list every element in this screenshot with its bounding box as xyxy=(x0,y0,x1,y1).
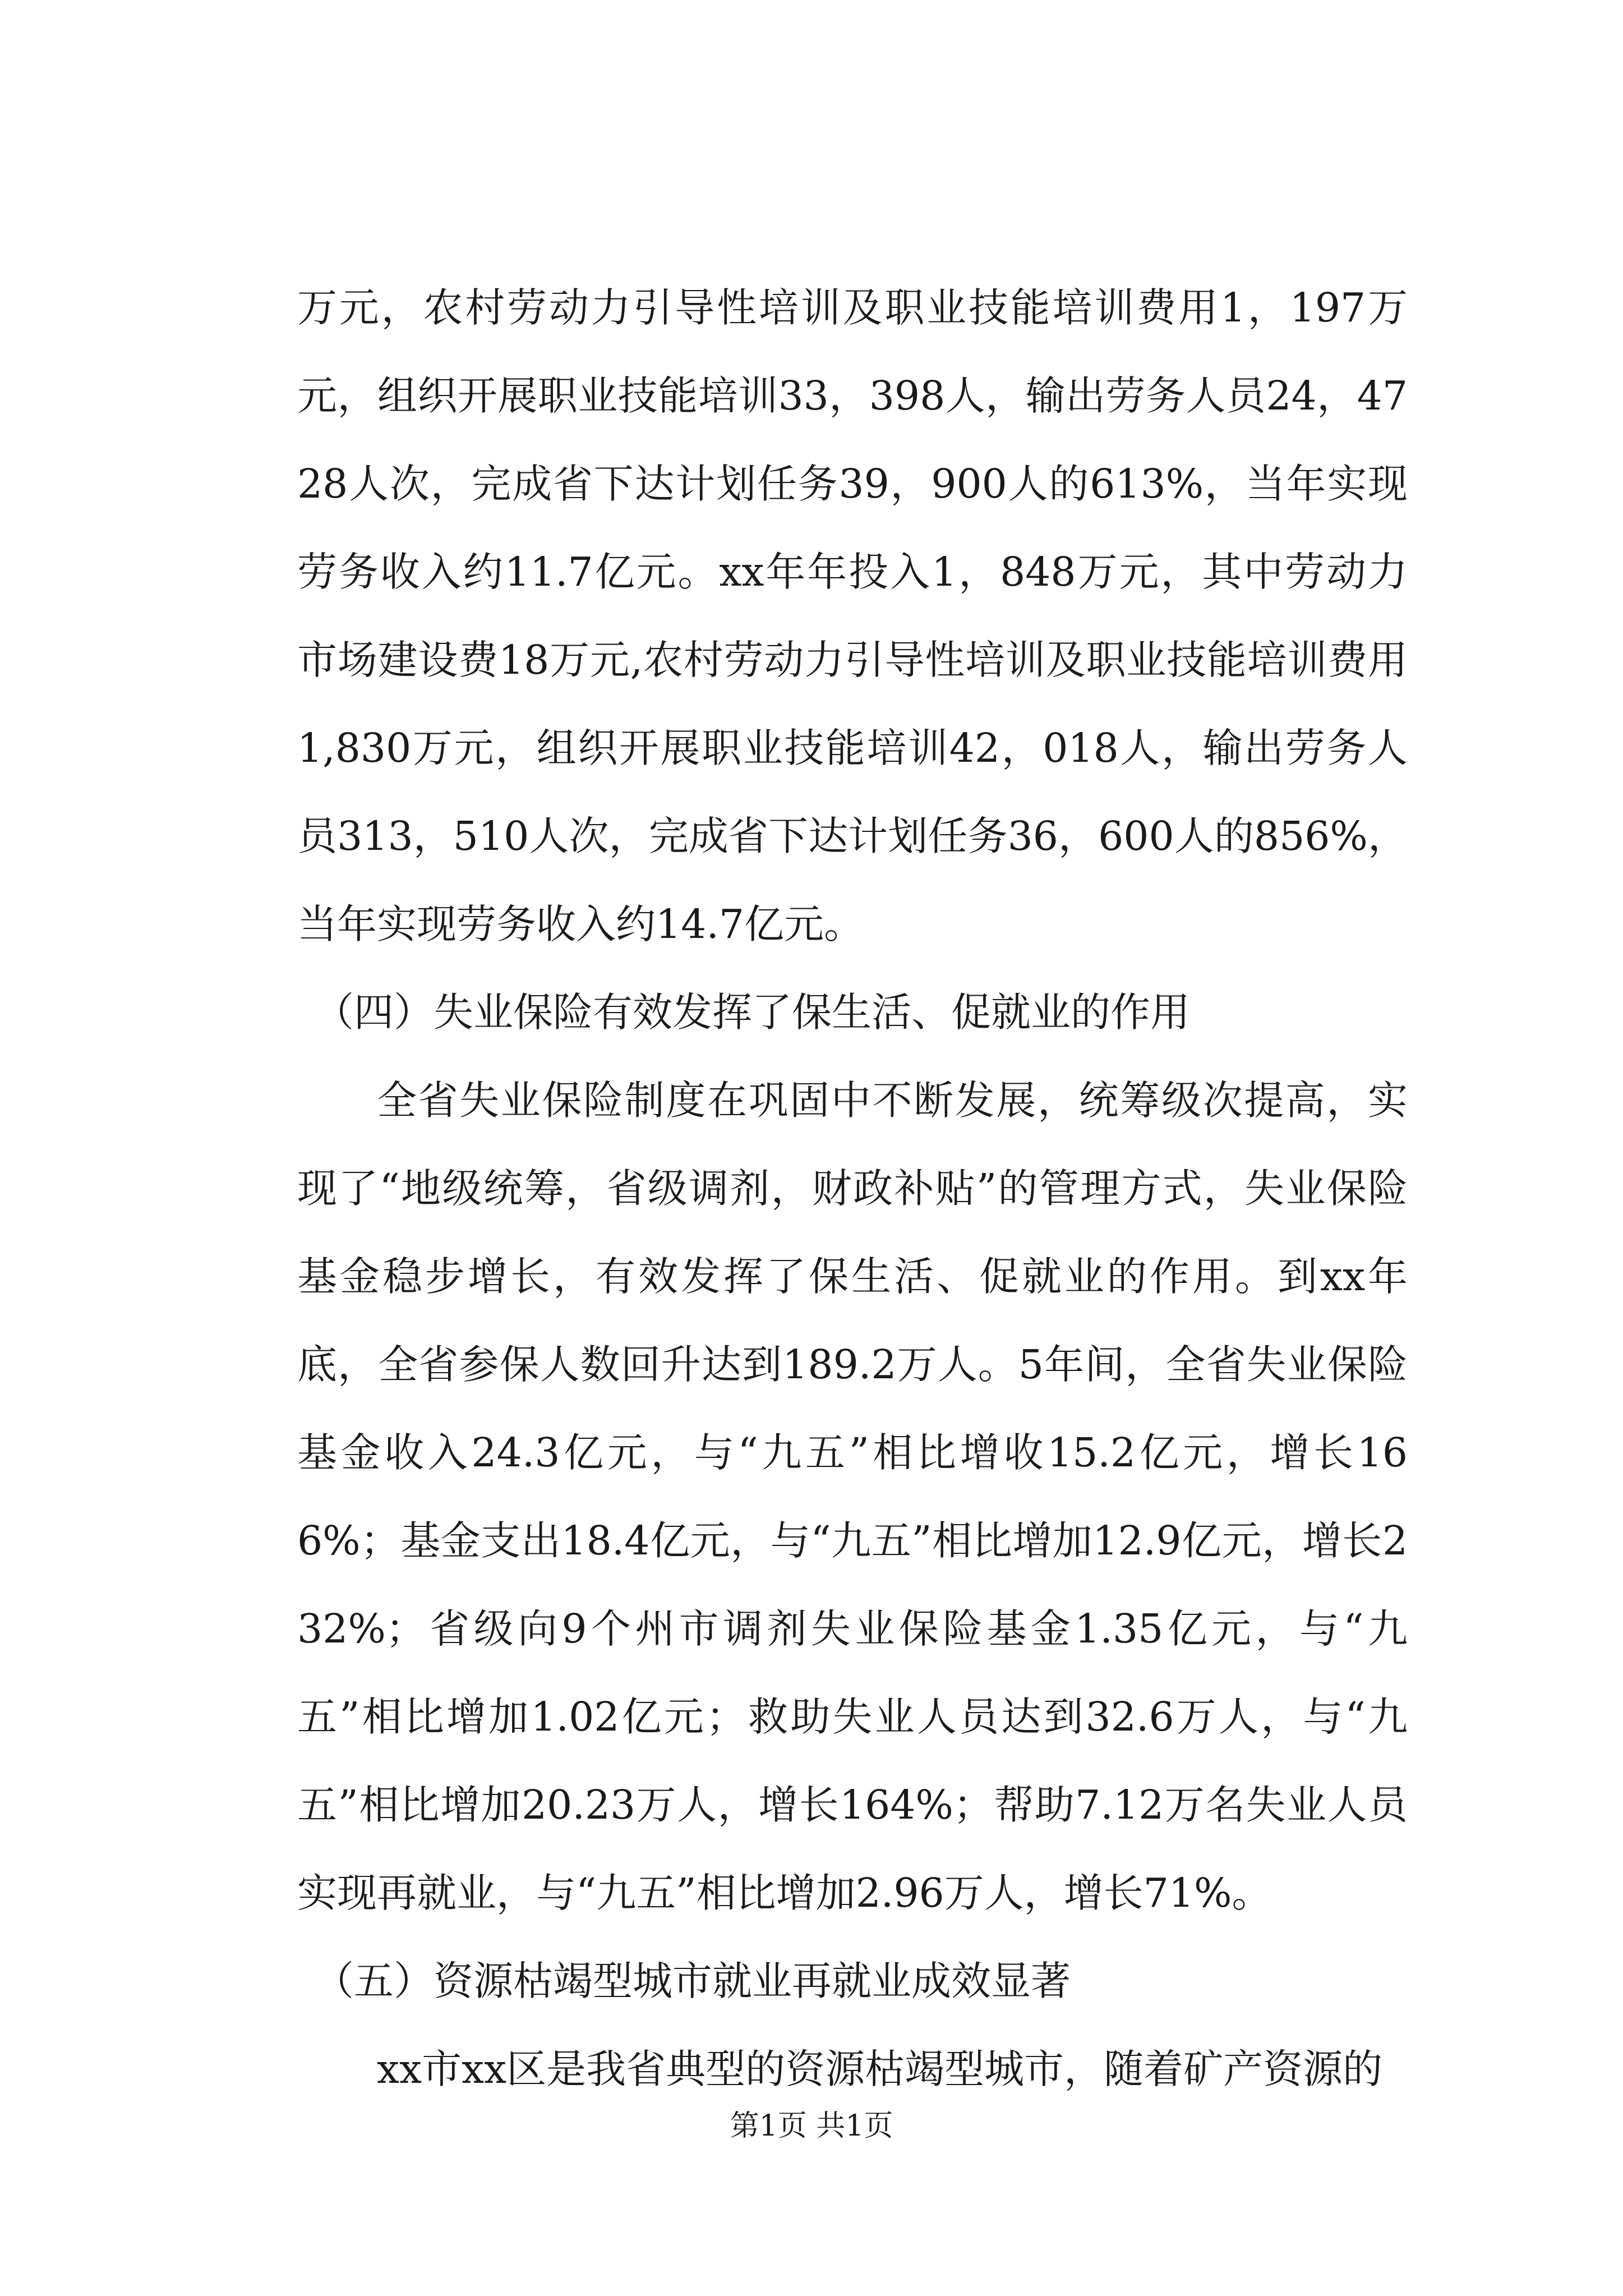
section-heading-unemployment-insurance: （四）失业保险有效发挥了保生活、促就业的作用 xyxy=(314,989,1191,1036)
paragraph-resource-cities: xx市xx区是我省典型的资源枯竭型城市，随着矿产资源的 xyxy=(377,2046,1383,2092)
paragraph-unemployment-insurance: 全省失业保险制度在巩固中不断发展，统筹级次提高，实现了“地级统筹，省级调剂，财政补贴”的管理方式，失业保险基金稳步增长，有效发挥了保生活、促就业的作用。到xx年底，全省参保人数回升达到189.2万人。5年间，全省失业保险基金收入24.3亿元，与“九五”相比增收15.2亿元，增长166%；基金支出18.4亿元，与“九五”相比增加12.9亿元，增长232%；省级向9个州市调剂失业保险基金1.35亿元，与“九五”相比增加1.02亿元；救助失业人员达到32.6万人，与“九五”相比增加20.23万人，增长164%；帮助7.12万名失业人员实现再就业，与“九五”相比增加2.96万人，增长71%。 xyxy=(297,1077,1408,1916)
paragraph-training-labor: 万元，农村劳动力引导性培训及职业技能培训费用1，197万元，组织开展职业技能培训33，398人，输出劳务人员24，4728人次，完成省下达计划任务39，900人的613%，当年实现劳务收入约11.7亿元。xx年年投入1，848万元，其中劳动力市场建设费18万元,农村劳动力引导性培训及职业技能培训费用1,830万元，组织开展职业技能培训42，018人，输出劳务人员313，510人次，完成省下达计划任务36，600人的856%，当年实现劳务收入约14.7亿元。 xyxy=(297,284,1408,947)
page-footer: 第1页 共1页 xyxy=(730,2109,893,2143)
document-body xyxy=(297,264,1408,2113)
section-heading-resource-cities: （五）资源枯竭型城市就业再就业成效显著 xyxy=(314,1958,1071,2004)
